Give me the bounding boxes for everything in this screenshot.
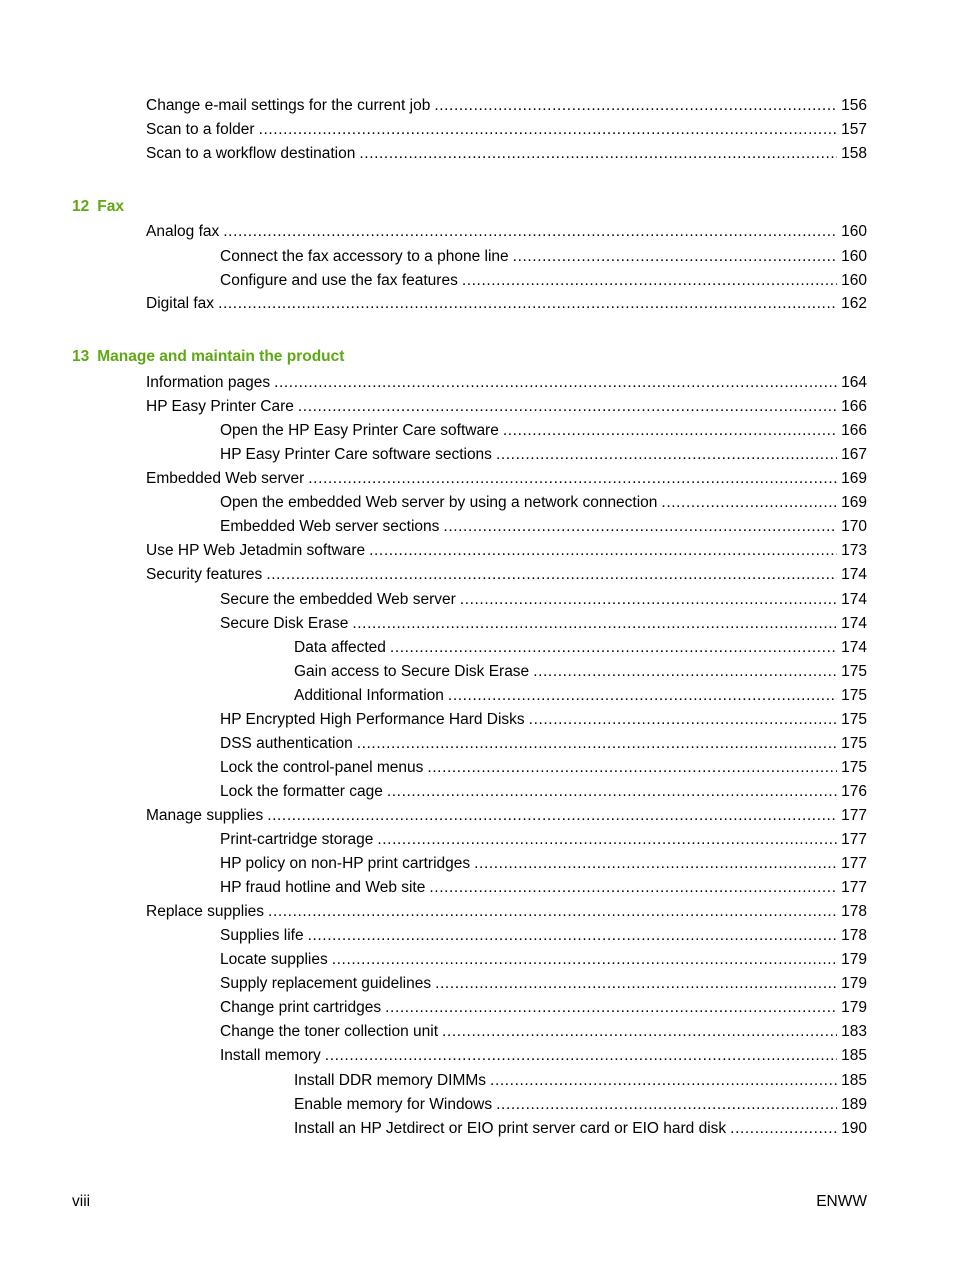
toc-entry[interactable] [220,973,867,995]
footer-doc-id: ENWW [816,1193,867,1210]
toc-entry-page-number: 167 [841,446,867,463]
toc-entry-title: Embedded Web server [146,470,305,487]
toc-entry-page-number: 190 [841,1120,867,1137]
toc-entry-title: Embedded Web server sections [220,518,440,535]
toc-entry-page-number: 177 [841,807,867,824]
toc-entry-title: Replace supplies [146,903,265,920]
toc-entry[interactable] [146,468,867,490]
chapter-title: Manage and maintain the product [97,348,345,365]
toc-entry-title: Change the toner collection unit [220,1023,439,1040]
toc-entry-page-number: 157 [841,121,867,138]
toc-entry-page-number: 174 [841,591,867,608]
toc-entry-title: Install DDR memory DIMMs [294,1072,487,1089]
toc-entry-title: Lock the formatter cage [220,783,383,800]
toc-entry-title: Manage supplies [146,807,264,824]
toc-entry-title: Print-cartridge storage [220,831,374,848]
toc-entry[interactable] [220,420,867,442]
toc-entry[interactable] [220,613,867,635]
toc-entry[interactable] [220,709,867,731]
toc-entry-title: Connect the fax accessory to a phone line [220,248,509,265]
toc-entry[interactable] [146,805,867,827]
dot-leader [267,805,837,827]
dot-leader [359,143,837,165]
toc-entry[interactable] [220,757,867,779]
toc-entry-title: Install an HP Jetdirect or EIO print server card or EIO hard disk [294,1120,727,1137]
toc-entry-page-number: 170 [841,518,867,535]
toc-entry[interactable] [146,95,867,117]
toc-entry[interactable] [220,877,867,899]
chapter-number: 13 [72,348,90,365]
toc-entry[interactable] [146,396,867,418]
toc-entry-page-number: 179 [841,975,867,992]
toc-entry-page-number: 177 [841,855,867,872]
toc-entry-title: Use HP Web Jetadmin software [146,542,366,559]
toc-entry-page-number: 160 [841,248,867,265]
toc-entry-title: HP policy on non-HP print cartridges [220,855,471,872]
toc-entry-title: Change e-mail settings for the current job [146,97,431,114]
toc-entry-page-number: 160 [841,223,867,240]
chapter-heading[interactable] [72,196,124,218]
toc-entry[interactable] [146,564,867,586]
dot-leader [223,221,837,243]
toc-entry-page-number: 174 [841,615,867,632]
toc-entry-title: Lock the control-panel menus [220,759,424,776]
footer-page-number: viii [72,1193,91,1210]
dot-leader [387,781,837,803]
dot-leader [298,396,837,418]
toc-entry[interactable] [146,293,867,315]
toc-entry-page-number: 175 [841,735,867,752]
toc-entry-title: Gain access to Secure Disk Erase [294,663,530,680]
toc-entry-title: Supply replacement guidelines [220,975,432,992]
toc-entry[interactable] [146,143,867,165]
toc-entry[interactable] [220,1021,867,1043]
toc-entry-page-number: 169 [841,494,867,511]
toc-entry[interactable] [220,270,867,292]
toc-entry-title: HP Easy Printer Care software sections [220,446,492,463]
toc-entry-page-number: 178 [841,903,867,920]
dot-leader [377,829,837,851]
dot-leader [259,119,838,141]
toc-entry[interactable] [146,372,867,394]
toc-entry-title: HP Easy Printer Care [146,398,294,415]
toc-entry[interactable] [220,781,867,803]
toc-entry[interactable] [220,733,867,755]
toc-entry-title: HP fraud hotline and Web site [220,879,426,896]
toc-entry-page-number: 169 [841,470,867,487]
toc-entry[interactable] [146,119,867,141]
dot-leader [661,492,837,514]
dot-leader [325,1045,837,1067]
toc-entry[interactable] [220,589,867,611]
toc-entry-page-number: 177 [841,879,867,896]
toc-entry-page-number: 174 [841,566,867,583]
dot-leader [390,637,837,659]
toc-entry-page-number: 175 [841,711,867,728]
toc-entry[interactable] [220,997,867,1019]
dot-leader [533,661,837,683]
toc-entry-page-number: 185 [841,1047,867,1064]
dot-leader [357,733,837,755]
toc-entry-page-number: 156 [841,97,867,114]
toc-entry-page-number: 174 [841,639,867,656]
toc-entry-page-number: 166 [841,422,867,439]
dot-leader [462,270,837,292]
toc-entry[interactable] [220,829,867,851]
toc-entry-page-number: 158 [841,145,867,162]
toc-entry-page-number: 185 [841,1072,867,1089]
toc-entry-title: Configure and use the fax features [220,272,458,289]
toc-entry[interactable] [146,901,867,923]
dot-leader [460,589,837,611]
dot-leader [496,444,837,466]
dot-leader [730,1118,837,1140]
toc-entry-page-number: 179 [841,951,867,968]
toc-entry[interactable] [220,925,867,947]
toc-entry[interactable] [146,221,867,243]
toc-entry-page-number: 175 [841,759,867,776]
toc-entry[interactable] [294,661,867,683]
dot-leader [218,293,837,315]
chapter-heading[interactable] [72,346,344,368]
dot-leader [443,516,837,538]
dot-leader [434,95,837,117]
toc-entry[interactable] [294,685,867,707]
toc-entry-title: Locate supplies [220,951,328,968]
dot-leader [448,685,837,707]
dot-leader [503,420,837,442]
dot-leader [435,973,837,995]
toc-entry[interactable] [220,853,867,875]
toc-entry-title: Analog fax [146,223,220,240]
toc-entry-page-number: 175 [841,687,867,704]
toc-entry[interactable] [220,444,867,466]
dot-leader [268,901,837,923]
toc-entry[interactable] [220,246,867,268]
toc-entry-title: Secure the embedded Web server [220,591,456,608]
toc-entry-page-number: 175 [841,663,867,680]
toc-entry-title: Additional Information [294,687,444,704]
dot-leader [369,540,837,562]
toc-entry-title: DSS authentication [220,735,353,752]
dot-leader [427,757,837,779]
toc-entry-title: Open the HP Easy Printer Care software [220,422,499,439]
toc-entry-title: Secure Disk Erase [220,615,349,632]
toc-entry-title: Information pages [146,374,271,391]
toc-entry-page-number: 160 [841,272,867,289]
toc-entry-title: Open the embedded Web server by using a network connection [220,494,658,511]
chapter-title: Fax [97,198,124,215]
toc-entry-page-number: 177 [841,831,867,848]
toc-entry[interactable] [294,637,867,659]
dot-leader [442,1021,837,1043]
toc-entry-title: Security features [146,566,263,583]
dot-leader [308,925,838,947]
dot-leader [332,949,837,971]
toc-entry-title: HP Encrypted High Performance Hard Disks [220,711,525,728]
toc-entry-title: Scan to a workflow destination [146,145,356,162]
dot-leader [490,1070,837,1092]
toc-entry-page-number: 178 [841,927,867,944]
toc-entry-title: Supplies life [220,927,304,944]
toc-entry-title: Install memory [220,1047,321,1064]
toc-entry[interactable] [220,492,867,514]
toc-entry-title: Scan to a folder [146,121,255,138]
toc-entry-page-number: 162 [841,295,867,312]
dot-leader [429,877,837,899]
toc-entry[interactable] [294,1118,867,1140]
dot-leader [474,853,837,875]
toc-entry[interactable] [146,540,867,562]
toc-entry-page-number: 176 [841,783,867,800]
dot-leader [385,997,837,1019]
dot-leader [274,372,837,394]
toc-entry-title: Change print cartridges [220,999,382,1016]
toc-entry-title: Enable memory for Windows [294,1096,493,1113]
toc-entry-page-number: 179 [841,999,867,1016]
chapter-number: 12 [72,198,90,215]
toc-entry[interactable] [294,1094,867,1116]
toc-entry[interactable] [294,1070,867,1092]
toc-entry-title: Data affected [294,639,386,656]
dot-leader [308,468,837,490]
dot-leader [529,709,837,731]
dot-leader [496,1094,837,1116]
toc-entry-page-number: 164 [841,374,867,391]
toc-entry-page-number: 183 [841,1023,867,1040]
toc-entry-title: Digital fax [146,295,215,312]
toc-entry-page-number: 166 [841,398,867,415]
dot-leader [513,246,837,268]
toc-entry-page-number: 173 [841,542,867,559]
dot-leader [352,613,837,635]
dot-leader [266,564,837,586]
toc-entry[interactable] [220,949,867,971]
toc-entry[interactable] [220,1045,867,1067]
toc-entry-page-number: 189 [841,1096,867,1113]
toc-entry[interactable] [220,516,867,538]
